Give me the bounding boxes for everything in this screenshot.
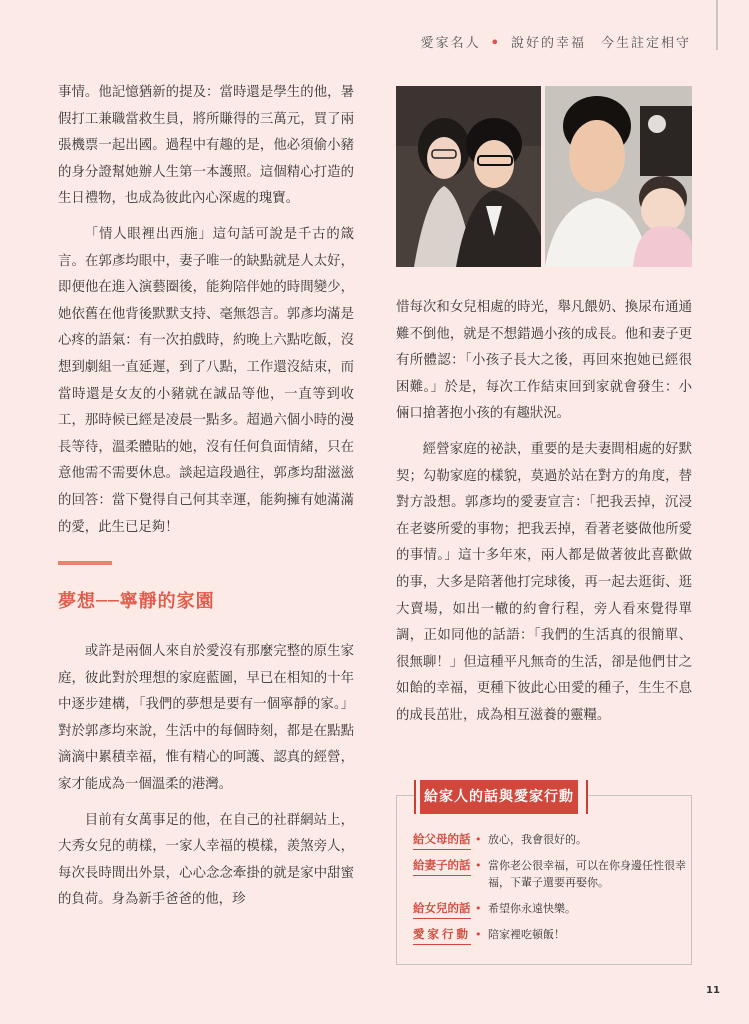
- bullet-icon: •: [475, 833, 482, 846]
- message-text: 當你老公很幸福，可以在你身邊任性很幸福，下輩子還要再娶你。: [488, 859, 686, 889]
- message-label: 給妻子的話: [413, 857, 471, 876]
- bullet-icon: •: [475, 859, 482, 872]
- header-separator: •: [490, 36, 501, 51]
- message-text: 希望你永遠快樂。: [488, 902, 576, 915]
- body-paragraph: 事情。他記憶猶新的提及：當時還是學生的他，暑假打工兼職當救生員，將所賺得的三萬元，買了兩張機票一起出國。過程中有趣的是，他必須偷小豬的身分證幫她辦人生第一本護照。這個精心打造的生日禮物，也成為彼此內心深處的瑰寶。: [58, 85, 354, 207]
- bullet-icon: •: [475, 928, 482, 941]
- message-text: 陪家裡吃頓飯！: [488, 928, 565, 941]
- running-header: [421, 32, 691, 51]
- body-paragraph: 目前有女萬事足的他，在自己的社群網站上，大秀女兒的萌樣，一家人幸福的模樣，羨煞旁人，每次長時間出外景，心心念念牽掛的就是家中甜蜜的負荷。身為新手爸爸的他，珍: [58, 812, 354, 908]
- message-label: 給父母的話: [413, 831, 471, 850]
- father-daughter-photo: [545, 86, 692, 267]
- message-label: 給女兒的話: [413, 900, 471, 919]
- sidebar-box-title-frame: [414, 780, 588, 814]
- body-paragraph: 惜每次和女兒相處的時光，舉凡餵奶、換尿布通通難不倒他，就是不想錯過小孩的成長。他和妻子更有所體認：「小孩子長大之後，再回來抱她已經很困難。」於是，每次工作結束回到家就會發生：小倆口搶著抱小孩的有趣狀況。: [396, 300, 692, 422]
- sidebar-box-title: 給家人的話與愛家行動: [420, 780, 578, 814]
- couple-photo-illustration: [396, 86, 541, 267]
- header-section: 愛家名人: [420, 36, 481, 51]
- section-heading: 夢想──寧靜的家園: [58, 591, 215, 613]
- body-paragraph: 「情人眼裡出西施」這句話可說是千古的箴言。在郭彥均眼中，妻子唯一的缺點就是人太好，即便他在進入演藝圈後，能夠陪伴她的時間變少，她依舊在他背後默默支持、毫無怨言。郭彥均滿是心疼的語氣：有一次拍戲時，約晚上六點吃飯，沒想到劇組一直延遲，到了八點，工作還沒結束，而當時還是女友的小豬就在誠品等他，一直等到收工，那時候已經是凌晨一點多。超過六個小時的漫長等待，溫柔體貼的她，沒有任何負面情緒，只在意他需不需要休息。談起這段過往，郭彥均甜滋滋的回答：當下覺得自己何其幸運，能夠擁有她滿滿的愛，此生已足夠！: [58, 226, 354, 535]
- right-column: [396, 295, 692, 739]
- body-paragraph: 或許是兩個人來自於愛沒有那麼完整的原生家庭，彼此對於理想的家庭藍圖，早已在相知的十年中逐步建構，「我們的夢想是要有一個寧靜的家。」對於郭彥均來說，生活中的每個時刻，都是在點點滴滴中累積幸福，惟有精心的呵護、認真的經營，家才能成為一個溫柔的港灣。: [58, 644, 354, 793]
- page-number: 11: [706, 985, 720, 996]
- section-rule: [58, 561, 112, 565]
- message-text: 放心，我會很好的。: [488, 833, 587, 846]
- left-column: [58, 80, 354, 923]
- bullet-icon: •: [475, 902, 482, 915]
- header-title: 說好的幸福 今生註定相守: [510, 36, 691, 51]
- couple-photo: [396, 86, 541, 267]
- header-divider: [716, 0, 718, 50]
- father-daughter-photo-illustration: [545, 86, 692, 267]
- body-paragraph: 經營家庭的祕訣，重要的是夫妻間相處的好默契；勾勒家庭的樣貌，莫過於站在對方的角度，替對方設想。郭彥均的愛妻宣言：「把我丟掉，沉浸在老婆所愛的事物；把我丟掉，看著老婆做他所愛的事情。」這十多年來，兩人都是做著彼此喜歡做的事，大多是陪著他打完球後，再一起去逛街、逛大賣場，如出一轍的約會行程，旁人看來覺得單調，正如同他的話語：「我們的生活真的很簡單、很無聊！」但這種平凡無奇的生活，卻是他們甘之如飴的幸福，更種下彼此心田愛的種子，生生不息的成長茁壯，成為相互滋養的靈糧。: [396, 441, 692, 723]
- photo-strip: [396, 86, 692, 267]
- message-label: 愛家行動: [413, 926, 471, 945]
